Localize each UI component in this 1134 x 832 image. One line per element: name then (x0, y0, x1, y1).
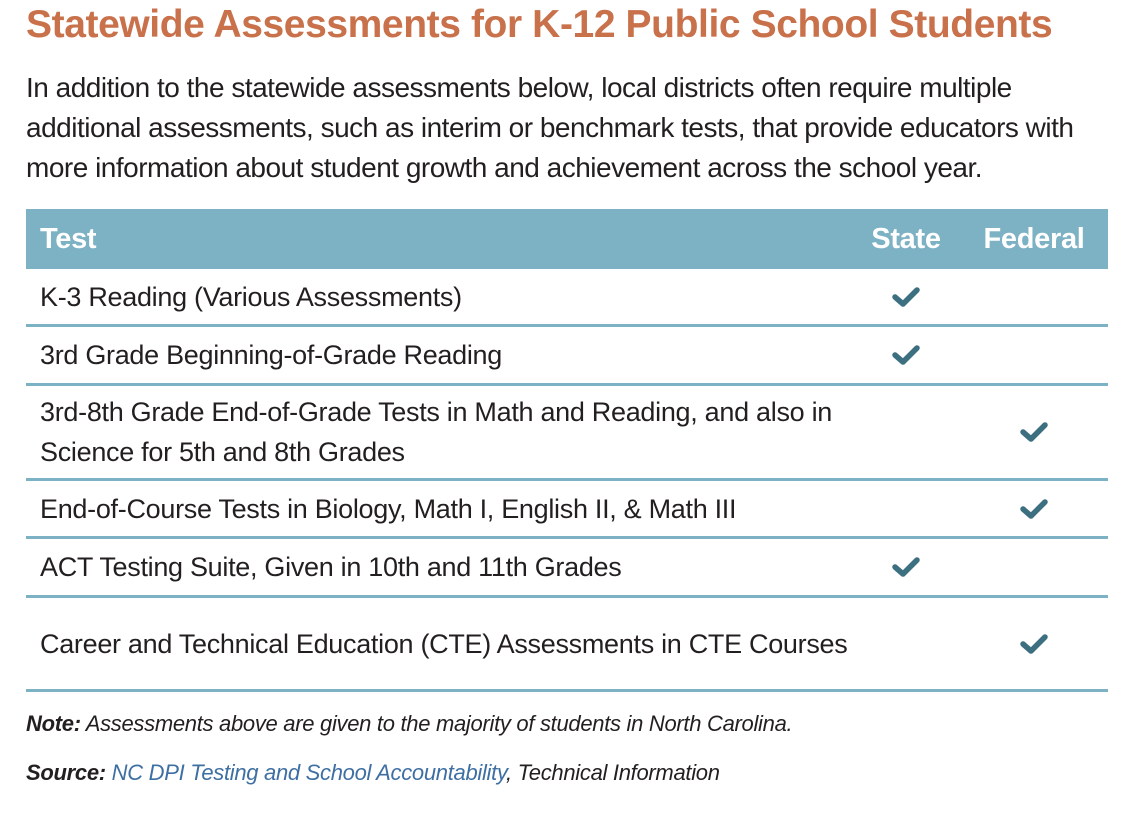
federal-cell (964, 632, 1108, 656)
note-text: Assessments above are given to the majority of students in North Carolina. (80, 711, 793, 736)
header-state: State (871, 222, 941, 255)
checkmark-icon (1019, 497, 1049, 521)
table-row (26, 539, 1108, 598)
state-cell (848, 420, 964, 444)
table-header (26, 209, 1108, 269)
state-cell (848, 285, 964, 309)
table-row (26, 386, 1108, 481)
source-link[interactable]: NC DPI Testing and School Accountability (111, 760, 507, 785)
header-test: Test (40, 222, 97, 255)
intro-paragraph: In addition to the statewide assessments below, local districts often require multiple additional assessments, such as interim or benchmark tests, that provide educators with more information about student growth and achievement across the school year. (26, 72, 1074, 183)
test-name: ACT Testing Suite, Given in 10th and 11th Grades (40, 552, 622, 582)
test-name: 3rd Grade Beginning-of-Grade Reading (40, 340, 502, 370)
checkmark-icon (891, 343, 921, 367)
checkmark-icon (1019, 420, 1049, 444)
federal-cell (964, 555, 1108, 579)
table-row (26, 327, 1108, 386)
table-row (26, 269, 1108, 327)
table-row (26, 598, 1108, 692)
state-cell (848, 555, 964, 579)
checkmark-icon (1019, 632, 1049, 656)
federal-cell (964, 343, 1108, 367)
test-name: Career and Technical Education (CTE) Assessments in CTE Courses (40, 628, 848, 659)
test-name: K-3 Reading (Various Assessments) (40, 281, 462, 312)
test-name: 3rd-8th Grade End-of-Grade Tests in Math and Reading, and also in Science for 5th and 8th Grades (40, 397, 832, 467)
table-note (26, 711, 792, 737)
header-federal: Federal (983, 222, 1085, 255)
state-cell (848, 632, 964, 656)
page-title: Statewide Assessments for K-12 Public School Students (26, 3, 1053, 46)
assessments-table (26, 209, 1108, 692)
federal-cell (964, 420, 1108, 444)
table-source (26, 760, 720, 786)
checkmark-icon (891, 285, 921, 309)
state-cell (848, 497, 964, 521)
note-label: Note: (26, 711, 81, 736)
federal-cell (964, 285, 1108, 309)
checkmark-icon (891, 555, 921, 579)
source-label: Source: (26, 760, 106, 785)
source-text: , Technical Information (506, 760, 720, 785)
state-cell (848, 343, 964, 367)
table-row (26, 481, 1108, 539)
test-name: End-of-Course Tests in Biology, Math I, English II, & Math III (40, 493, 737, 524)
federal-cell (964, 497, 1108, 521)
